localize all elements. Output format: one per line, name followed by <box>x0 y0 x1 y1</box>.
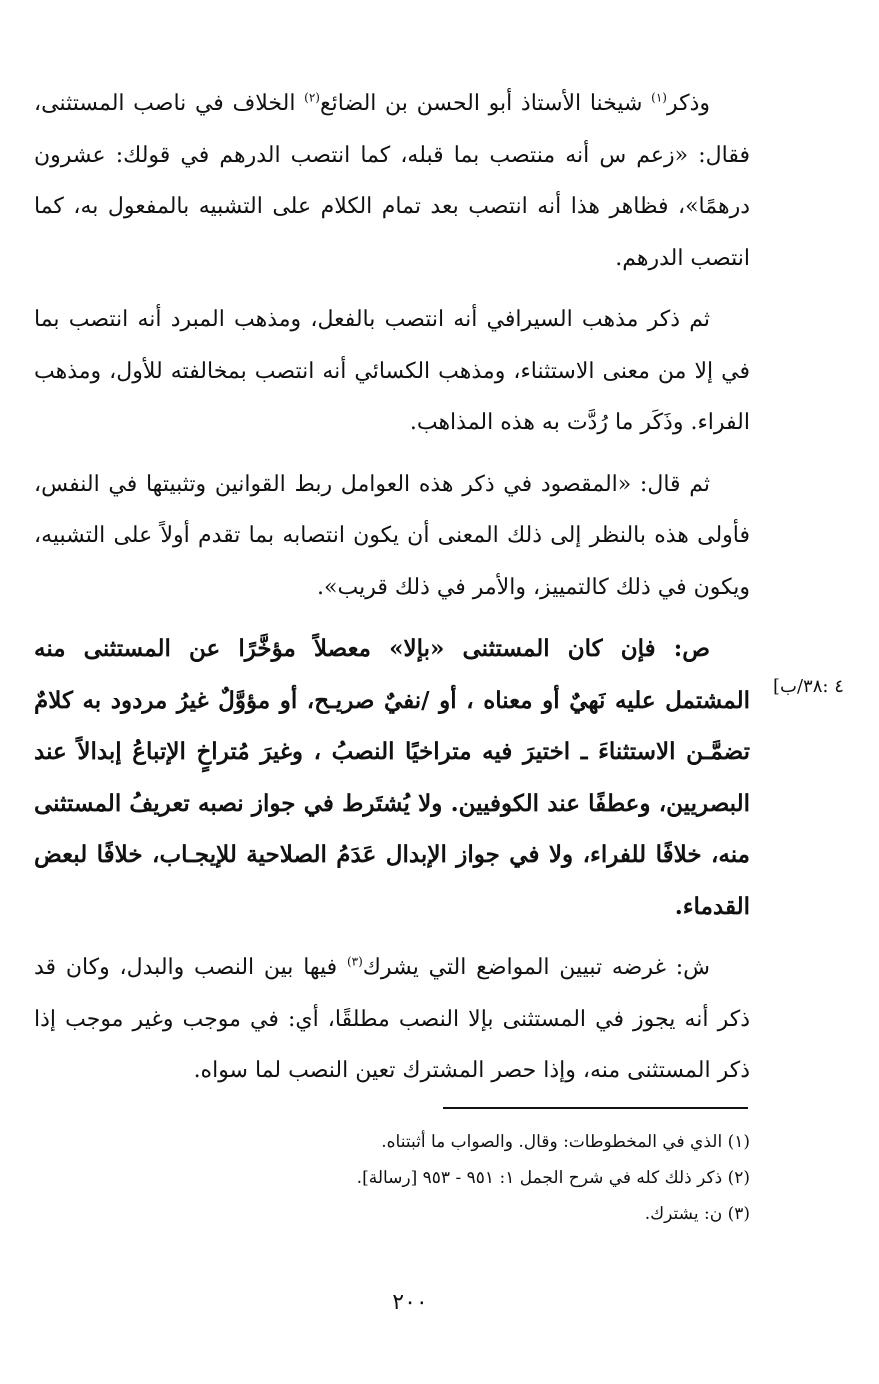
footnotes <box>34 1124 750 1232</box>
p2-text: ثم ذكر مذهب السيرافي أنه انتصب بالفعل، ومذهب المبرد أنه انتصب بما في إلا من معنى الاستثناء، ومذهب الكسائي أنه انتصب بمخالفته للأول، ومذهب الفراء. وذَكَر ما رُدَّت به هذه المذاهب. <box>34 307 750 435</box>
footnote-2: (٢) ذكر ذلك كله في شرح الجمل ١: ٩٥١ - ٩٥٣ [رسالة]. <box>356 1168 750 1188</box>
page-number: ٢٠٠ <box>392 1290 428 1315</box>
footnote-ref-1[interactable]: (١) <box>651 90 667 105</box>
footnote-ref-3[interactable]: (٣) <box>346 954 363 969</box>
p4-text: ص: فإن كان المستثنى «بإلا» معصلاً مؤخَّرًا عن المستثنى منه المشتمل عليه نَهيٌ أو معناه ، أو /نفيٌ صريـح، أو مؤوَّلٌ غيرُ مردود به كلامٌ تضمَّـن الاستثناءَ ـ اختيرَ فيه متراخيًا النصبُ ، وغيرَ مُتراخٍ الإتباعُ إبدالاً عند البصريين، وعطفًا عند الكوفيين. ولا يُشتَرط في جواز نصبه تعريفُ المستثنى منه، خلافًا للفراء، ولا في جواز الإبدال عَدَمُ الصلاحية للإيجـاب، خلافًا لبعض القدماء. <box>34 635 750 920</box>
p1-text-a: وذكر <box>666 91 710 116</box>
p3-text: ثم قال: «المقصود في ذكر هذه العوامل ربط القوانين وتثبيتها في النفس، فأولى هذه بالنظر إلى ذلك المعنى أن يكون انتصابه بما تقدم أولاً على التشبيه، ويكون في ذلك كالتمييز، والأمر في ذلك قريب». <box>34 471 750 600</box>
p1-text-c: الخلاف في ناصب المستثنى، فقال: «زعم س أنه منتصب بما قبله، كما انتصب الدرهم في قولك: عشرون درهمًا»، فظاهر هذا أنه انتصب بعد تمام الكلام على التشبيه بالمفعول به، كما انتصب الدرهم. <box>34 91 750 271</box>
p1-text-b: شيخنا الأستاذ أبو الحسن بن الضائع <box>319 91 652 116</box>
paragraph-5 <box>34 942 750 1097</box>
footnote-divider <box>443 1107 748 1109</box>
paragraph-1 <box>34 78 750 284</box>
main-text <box>34 78 750 1107</box>
paragraph-3 <box>34 459 750 614</box>
footnote-3: (٣) ن: يشترك. <box>644 1204 750 1224</box>
p5-text-b: فيها بين النصب والبدل، وكان قد ذكر أنه يجوز في المستثنى بإلا النصب مطلقًا، أي: في موجب وغير موجب إذا ذكر المستثنى منه، وإذا حصر المشترك تعين النصب لما سواه. <box>34 955 750 1083</box>
footnote-1: (١) الذي في المخطوطات: وقال. والصواب ما أثبتناه. <box>381 1132 750 1152</box>
paragraph-2 <box>34 294 750 449</box>
footnote-ref-2[interactable]: (٢) <box>304 90 320 105</box>
paragraph-4-matn <box>34 623 750 932</box>
manuscript-margin-ref: ٤ :٣٨/ب] <box>773 676 844 697</box>
p5-text-a: ش: غرضه تبيين المواضع التي يشرك <box>362 955 710 980</box>
